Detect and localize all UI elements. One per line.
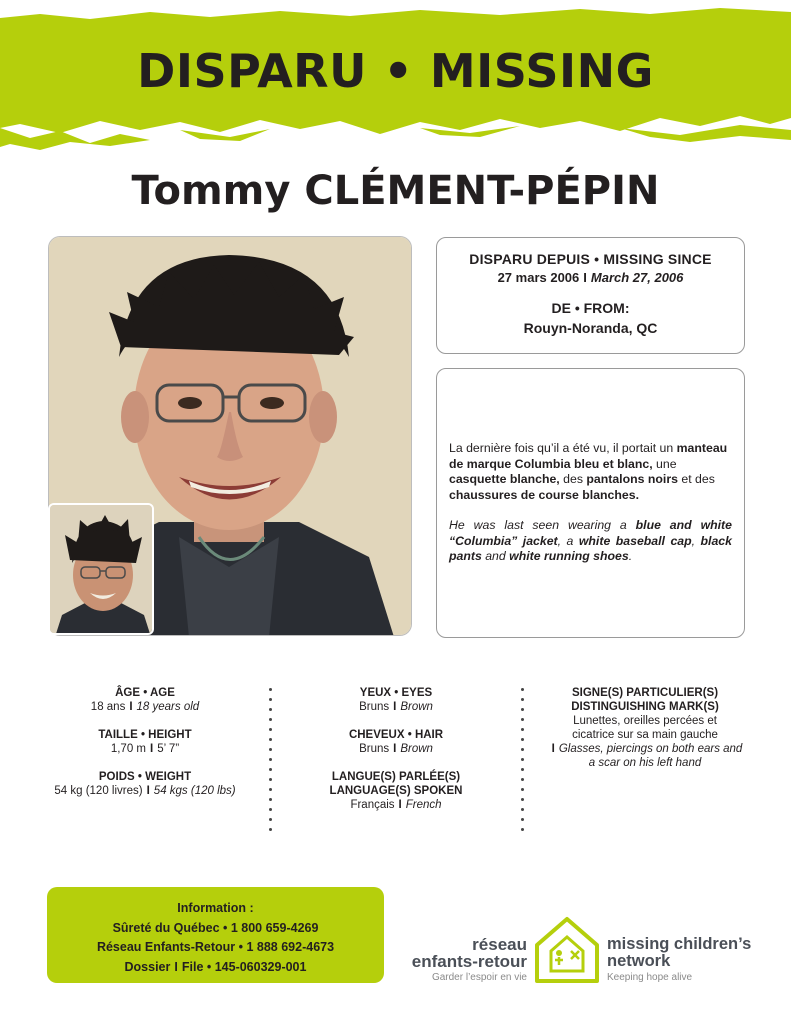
height-en: 5’ 7” bbox=[157, 743, 180, 755]
hair-fr: Bruns bbox=[359, 743, 390, 755]
marks-fr-line1: Lunettes, oreilles percées et bbox=[573, 715, 717, 727]
description-en-text: . bbox=[628, 549, 633, 563]
age-fr: 18 ans bbox=[90, 701, 126, 713]
separator: I bbox=[146, 785, 150, 797]
marks-label-fr: SIGNE(S) PARTICULIER(S) bbox=[571, 687, 719, 699]
description-fr-cap: casquette blanche, bbox=[449, 472, 560, 486]
from-title: DE • FROM: bbox=[551, 300, 630, 316]
contact-reseau-enfants-retour: Réseau Enfants-Retour • 1 888 692-4673 bbox=[96, 940, 335, 954]
language-en: French bbox=[405, 799, 442, 811]
weight-fr: 54 kg (120 livres) bbox=[54, 785, 143, 797]
description-fr-text: des bbox=[559, 472, 587, 486]
description-fr bbox=[449, 441, 732, 503]
separator: I bbox=[174, 959, 178, 974]
description-fr-pants: pantalons noirs bbox=[586, 472, 678, 486]
logo-fr-line2: enfants-retour bbox=[411, 952, 527, 971]
hair-en: Brown bbox=[400, 743, 433, 755]
separator: I bbox=[583, 270, 587, 285]
height-fr: 1,70 m bbox=[110, 743, 146, 755]
description-fr-jacket: manteau de marque Columbia bleu et blanc, bbox=[449, 441, 728, 471]
separator: I bbox=[150, 743, 154, 755]
separator: I bbox=[393, 701, 397, 713]
contact-surete-quebec: Sûreté du Québec • 1 800 659-4269 bbox=[112, 920, 319, 935]
description-en-cap: white baseball cap bbox=[578, 533, 692, 548]
height-stat bbox=[30, 728, 260, 756]
marks-stat bbox=[530, 686, 760, 770]
person-name: Tommy CLÉMENT-PÉPIN bbox=[131, 168, 660, 214]
missing-since-box bbox=[436, 237, 745, 354]
logo-text-en bbox=[607, 936, 767, 983]
weight-en: 54 kgs (120 lbs) bbox=[153, 785, 236, 797]
information-title: Information : bbox=[177, 901, 254, 915]
eyes-label: YEUX • EYES bbox=[359, 687, 433, 699]
inset-photo bbox=[48, 503, 154, 635]
description-fr-text: La dernière fois qu’il a été vu, il portait un bbox=[449, 441, 677, 455]
height-label: TAILLE • HEIGHT bbox=[98, 729, 192, 741]
file-label-en: File • 145-060329-001 bbox=[181, 959, 307, 974]
logo-text-fr bbox=[400, 936, 527, 983]
description-fr-text: et des bbox=[677, 472, 715, 486]
information-box bbox=[47, 887, 384, 983]
missing-date-fr: 27 mars 2006 bbox=[497, 270, 580, 285]
description-en-shoes: white running shoes bbox=[509, 549, 629, 563]
description-en-text: , a bbox=[557, 533, 579, 548]
logo-fr-tagline: Garder l’espoir en vie bbox=[431, 972, 527, 983]
marks-fr-line2: cicatrice sur sa main gauche bbox=[572, 729, 718, 741]
description-en-jacket: blue and white “Columbia” jacket bbox=[449, 518, 732, 548]
missing-since-title: DISPARU DEPUIS • MISSING SINCE bbox=[469, 251, 712, 267]
language-stat bbox=[285, 770, 507, 812]
description-fr-text: une bbox=[652, 456, 677, 471]
separator: I bbox=[551, 743, 555, 755]
file-label-fr: Dossier bbox=[124, 959, 171, 974]
logo-fr-line1: réseau bbox=[472, 935, 527, 954]
eyes-stat bbox=[285, 686, 507, 714]
weight-stat bbox=[30, 770, 260, 798]
eyes-en: Brown bbox=[400, 701, 433, 713]
logo-en-line2: network bbox=[607, 952, 671, 970]
logo-en-tagline: Keeping hope alive bbox=[607, 972, 693, 983]
separator: I bbox=[398, 799, 402, 811]
dotted-divider bbox=[269, 688, 273, 838]
separator: I bbox=[393, 743, 397, 755]
banner-title: DISPARU • MISSING bbox=[137, 44, 654, 98]
hair-label: CHEVEUX • HAIR bbox=[348, 729, 444, 741]
description-box bbox=[436, 368, 745, 638]
language-label-fr: LANGUE(S) PARLÉE(S) bbox=[331, 771, 461, 783]
description-en-text: , bbox=[691, 533, 701, 548]
description-en bbox=[449, 518, 732, 565]
weight-label: POIDS • WEIGHT bbox=[98, 771, 192, 783]
separator: I bbox=[129, 701, 133, 713]
file-number bbox=[47, 958, 384, 978]
hair-stat bbox=[285, 728, 507, 756]
from-place: Rouyn-Noranda, QC bbox=[523, 320, 658, 336]
marks-label-en: DISTINGUISHING MARK(S) bbox=[571, 701, 719, 713]
age-label: ÂGE • AGE bbox=[115, 687, 175, 699]
language-fr: Français bbox=[350, 799, 395, 811]
marks-en-line2: a scar on his left hand bbox=[588, 757, 702, 769]
eyes-fr: Bruns bbox=[359, 701, 390, 713]
description-en-pants: black pants bbox=[449, 533, 732, 563]
description-fr-shoes: chaussures de course blanches. bbox=[449, 487, 640, 502]
missing-date-en: March 27, 2006 bbox=[590, 270, 684, 285]
house-logo-icon bbox=[533, 915, 601, 985]
missing-since-dates bbox=[437, 270, 744, 285]
description-en-text: and bbox=[481, 549, 510, 563]
marks-en-line1: Glasses, piercings on both ears and bbox=[558, 743, 743, 755]
dotted-divider bbox=[521, 688, 525, 838]
language-label-en: LANGUAGE(S) SPOKEN bbox=[329, 785, 463, 797]
logo-en-line1: missing children’s bbox=[607, 935, 752, 953]
age-stat bbox=[30, 686, 260, 714]
header-banner bbox=[0, 0, 791, 160]
description-en-text: He was last seen wearing a bbox=[449, 518, 636, 532]
age-en: 18 years old bbox=[136, 701, 200, 713]
